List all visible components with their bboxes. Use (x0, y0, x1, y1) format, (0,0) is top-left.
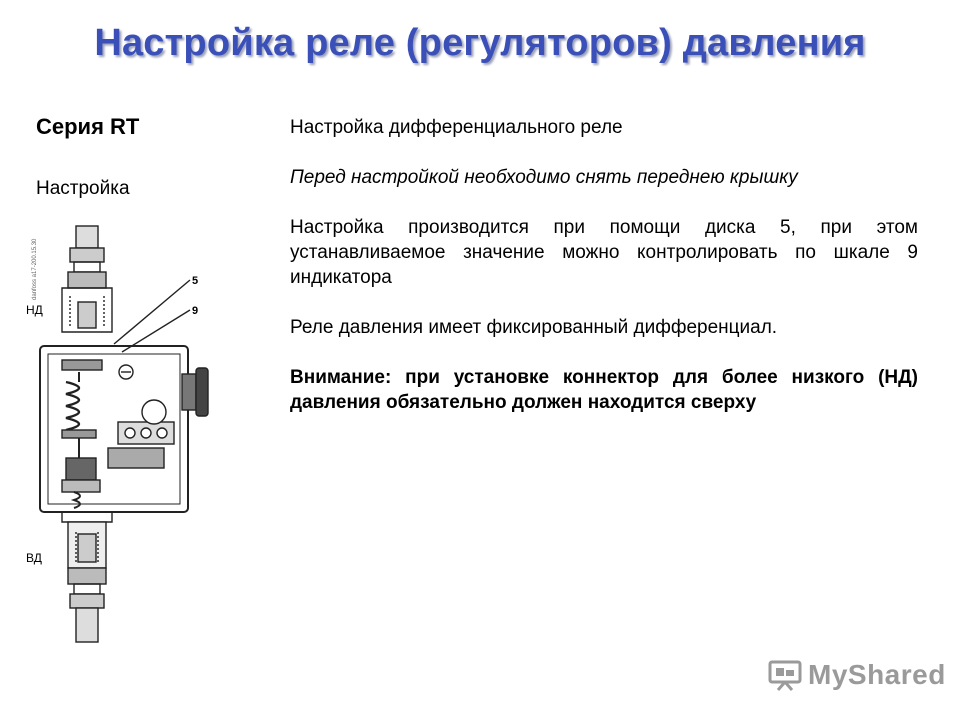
watermark-text: MyShared (808, 659, 946, 690)
paragraph-cover-note: Перед настройкой необходимо снять переднею крышку (290, 167, 798, 188)
label-low-pressure: НД (26, 303, 43, 317)
paragraph-differential: Реле давления имеет фиксированный дифференциал. (290, 317, 778, 338)
callout-9: 9 (192, 305, 199, 317)
callout-5: 5 (192, 275, 199, 287)
series-heading: Серия RT (36, 114, 140, 139)
paragraph-adjustment: Настройка производится при помощи диска 5, при этом устанавливаемое значение можно контролировать по шкале 9 индикатора (290, 217, 918, 288)
label-high-pressure: ВД (26, 551, 42, 565)
slide-title: Настройка реле (регуляторов) давления (94, 22, 866, 64)
relay-diagram (22, 222, 222, 652)
paragraph-intro: Настройка дифференциального реле (290, 117, 623, 138)
watermark (768, 655, 946, 695)
diagram-ref-text: danfoss a17-200.15.30 (32, 238, 38, 300)
text-column (290, 115, 918, 440)
paragraph-warning: Внимание: при установке коннектор для более низкого (НД) давления обязательно должен находится сверху (290, 367, 918, 413)
subheading: Настройка (36, 178, 130, 199)
projector-screen-icon (768, 659, 802, 691)
